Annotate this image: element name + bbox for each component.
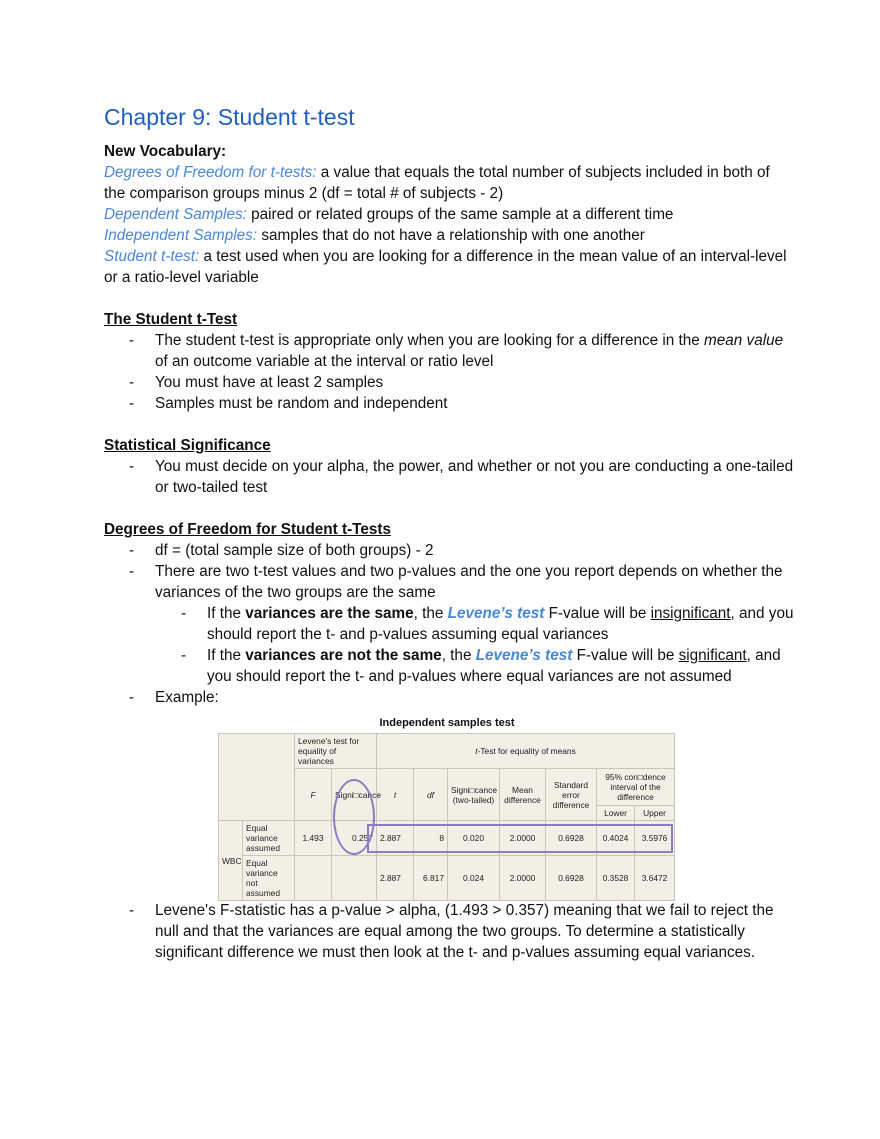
col-header-standard-error: Standard error difference bbox=[546, 769, 597, 821]
bullet-item: - Levene's F-statistic has a p-value > alpha, (1.493 > 0.357) meaning that we fail to reject the null and that the variances are equal among the two groups. To determine a statistically significant difference we must then look at the t- and p-values assuming equal variances. bbox=[104, 900, 794, 963]
independent-samples-table bbox=[218, 733, 675, 901]
cell-significance: 0.257 bbox=[332, 821, 377, 856]
col-header-significance-two-tailed: Signi□cance (two-tailed) bbox=[448, 769, 500, 821]
vocab-item bbox=[104, 246, 794, 288]
sub-bullet-list bbox=[104, 603, 794, 687]
section-title-degrees-of-freedom: Degrees of Freedom for Student t-Tests bbox=[104, 521, 391, 538]
bullet-text: of an outcome variable at the interval or ratio level bbox=[155, 353, 494, 370]
underlined-text: insignificant bbox=[650, 605, 731, 622]
example-table-figure bbox=[218, 716, 676, 898]
vocab-term: Student t-test: bbox=[104, 248, 200, 265]
cell-lower: 0.4024 bbox=[597, 821, 635, 856]
text: If the bbox=[207, 605, 246, 622]
table-header-row bbox=[219, 734, 675, 769]
levene-term: Levene’s test bbox=[475, 647, 573, 664]
bullet-item: - You must decide on your alpha, the power, and whether or not you are conducting a one-tailed or two-tailed test bbox=[104, 456, 794, 498]
levene-header: Levene's test for equality of variances bbox=[295, 734, 377, 769]
col-header-lower: Lower bbox=[597, 806, 635, 821]
bold-text: variances are the same bbox=[245, 605, 414, 622]
underlined-text: significant bbox=[678, 647, 747, 664]
ttest-header-text: -Test for equality of means bbox=[477, 746, 576, 756]
bullet-item bbox=[104, 330, 794, 372]
cell-f: 1.493 bbox=[295, 821, 332, 856]
group-label: WBC bbox=[219, 821, 243, 901]
col-header-df: df bbox=[414, 769, 448, 821]
text: If the bbox=[207, 647, 246, 664]
cell-standard-error: 0.6928 bbox=[546, 856, 597, 901]
levene-term: Levene’s test bbox=[447, 605, 545, 622]
cell-t: 2.887 bbox=[377, 856, 414, 901]
bullet-emphasis: mean value bbox=[704, 332, 784, 349]
cell-upper: 3.5976 bbox=[635, 821, 675, 856]
bullet-item bbox=[104, 561, 794, 687]
vocab-item bbox=[104, 225, 794, 246]
cell-standard-error: 0.6928 bbox=[546, 821, 597, 856]
col-header-f: F bbox=[295, 769, 332, 821]
highlight-significance-oval bbox=[333, 779, 375, 855]
cell-upper: 3.6472 bbox=[635, 856, 675, 901]
text: , the bbox=[441, 647, 476, 664]
cell-t: 2.887 bbox=[377, 821, 414, 856]
ttest-header bbox=[377, 734, 675, 769]
table-row bbox=[219, 856, 675, 901]
sub-bullet-item bbox=[104, 603, 794, 645]
vocab-definition: samples that do not have a relationship with one another bbox=[257, 227, 645, 244]
text: F-value will be bbox=[544, 605, 651, 622]
row-label: Equal variance assumed bbox=[243, 821, 295, 856]
text: , the bbox=[413, 605, 448, 622]
vocab-item bbox=[104, 204, 794, 225]
vocab-definition: a value that equals the total number of subjects included in both of the comparison groups minus 2 (df = total # of subjects - 2) bbox=[104, 164, 770, 202]
bullet-text: The student t-test is appropriate only when you are looking for a difference in the bbox=[155, 332, 705, 349]
section-title-student-t-test: The Student t-Test bbox=[104, 311, 238, 328]
cell-significance-two-tailed: 0.020 bbox=[448, 821, 500, 856]
document-page bbox=[104, 101, 794, 963]
vocab-term: Dependent Samples: bbox=[104, 206, 247, 223]
sub-bullet-item bbox=[104, 645, 794, 687]
bullet-text: There are two t-test values and two p-values and the one you report depends on whether the variances of the two groups are the same bbox=[155, 563, 783, 601]
bullet-list bbox=[104, 330, 794, 414]
cell-significance bbox=[332, 856, 377, 901]
row-label: Equal variance not assumed bbox=[243, 856, 295, 901]
t-italic: t bbox=[475, 746, 478, 756]
cell-mean-difference: 2.0000 bbox=[500, 856, 546, 901]
cell-mean-difference: 2.0000 bbox=[500, 821, 546, 856]
bullet-item: - You must have at least 2 samples bbox=[104, 372, 794, 393]
cell-df: 6.817 bbox=[414, 856, 448, 901]
cell-lower: 0.3528 bbox=[597, 856, 635, 901]
highlight-row-box bbox=[367, 824, 673, 853]
bullet-item: - Example: bbox=[104, 687, 794, 708]
vocab-term: Degrees of Freedom for t-tests: bbox=[104, 164, 317, 181]
col-header-significance: Signi□cance bbox=[332, 769, 377, 821]
bullet-list bbox=[104, 456, 794, 498]
vocab-heading: New Vocabulary: bbox=[104, 143, 227, 160]
ci-header: 95% con□dence interval of the difference bbox=[597, 769, 675, 806]
col-header-t: t bbox=[377, 769, 414, 821]
page-title: Chapter 9: Student t-test bbox=[104, 104, 355, 130]
cell-f bbox=[295, 856, 332, 901]
empty-header-cell bbox=[219, 734, 295, 821]
bullet-list bbox=[104, 540, 794, 708]
table-title: Independent samples test bbox=[379, 717, 515, 729]
vocab-item bbox=[104, 162, 794, 204]
bullet-item: - Samples must be random and independent bbox=[104, 393, 794, 414]
vocab-definition: a test used when you are looking for a difference in the mean value of an interval-level or a ratio-level variable bbox=[104, 248, 787, 286]
bullet-item: - df = (total sample size of both groups) - 2 bbox=[104, 540, 794, 561]
text: , and you should report the t- and p-values assuming equal variances bbox=[207, 605, 794, 643]
section-title-statistical-significance: Statistical Significance bbox=[104, 437, 271, 454]
bold-text: variances are not the same bbox=[245, 647, 442, 664]
col-header-mean-difference: Mean difference bbox=[500, 769, 546, 821]
bullet-list bbox=[104, 900, 794, 963]
vocab-term: Independent Samples: bbox=[104, 227, 258, 244]
cell-df: 8 bbox=[414, 821, 448, 856]
text: F-value will be bbox=[572, 647, 679, 664]
cell-significance-two-tailed: 0.024 bbox=[448, 856, 500, 901]
text: , and you should report the t- and p-values where equal variances are not assumed bbox=[207, 647, 781, 685]
vocab-definition: paired or related groups of the same sample at a different time bbox=[246, 206, 674, 223]
col-header-upper: Upper bbox=[635, 806, 675, 821]
